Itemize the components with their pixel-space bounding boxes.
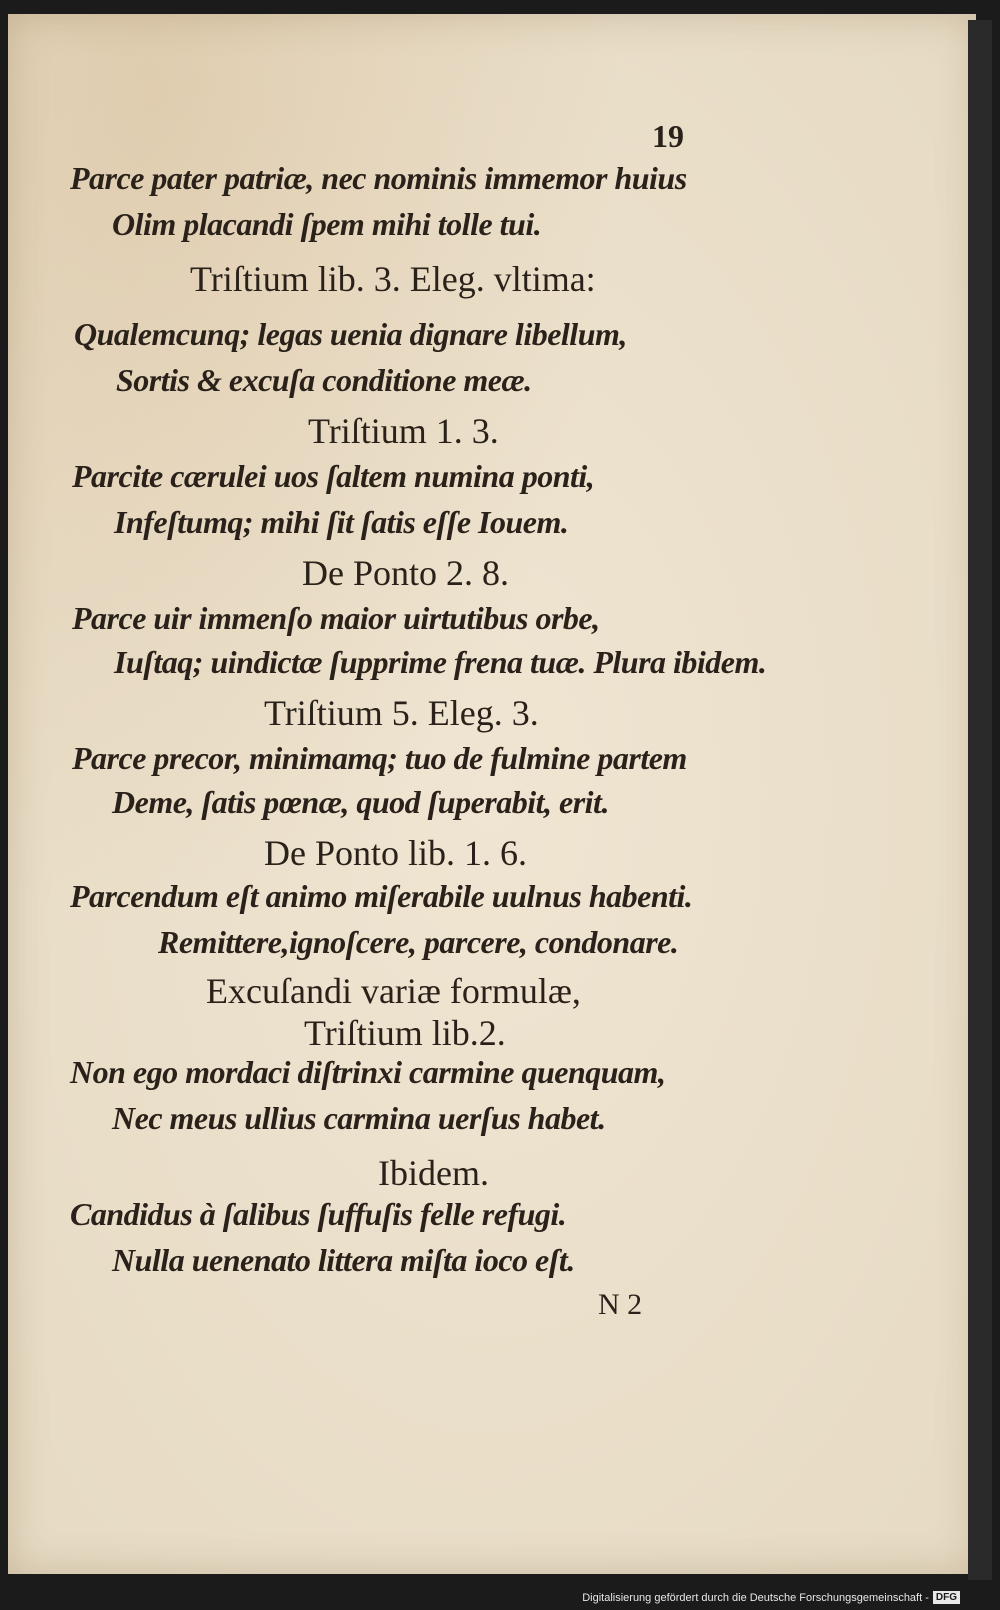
footer — [582, 1591, 960, 1604]
text-line: Candidus à ſalibus ſuffuſis felle refugi. — [70, 1196, 567, 1232]
section-heading: Triſtium lib.2. — [304, 1013, 506, 1053]
text-line: Infeſtumq; mihi ſit ſatis eſſe Iouem. — [114, 504, 569, 540]
text-line: Olim placandi ſpem mihi tolle tui. — [112, 206, 542, 242]
book-page — [8, 14, 976, 1574]
text-line: Remittere,ignoſcere, parcere, condonare. — [158, 924, 679, 960]
section-heading: Triſtium lib. 3. Eleg. vltima: — [190, 259, 596, 299]
section-heading: Ibidem. — [378, 1153, 489, 1193]
text-line: Parcite cærulei uos ſaltem numina ponti, — [72, 458, 595, 494]
text-line: Qualemcunq; legas uenia dignare libellum, — [74, 316, 627, 352]
footer-text: Digitalisierung gefördert durch die Deutsche Forschungsgemeinschaft - — [582, 1591, 929, 1604]
text-line: Deme, ſatis pœnæ, quod ſuperabit, erit. — [112, 784, 609, 820]
page-edge — [968, 20, 992, 1580]
text-line: Parce precor, minimamq; tuo de fulmine partem — [72, 740, 687, 776]
section-heading: De Ponto lib. 1. 6. — [264, 833, 528, 873]
text-line: Sortis & excuſa conditione meæ. — [116, 362, 532, 398]
text-line: Nec meus ullius carmina uerſus habet. — [112, 1100, 606, 1136]
text-line: Iuſtaq; uindictæ ſupprime frena tuæ. Plura ibidem. — [114, 644, 767, 680]
section-heading: De Ponto 2. 8. — [302, 553, 509, 593]
text-line: Nulla uenenato littera miſta ioco eſt. — [112, 1242, 575, 1278]
text-line: Non ego mordaci diſtrinxi carmine quenquam, — [70, 1054, 666, 1090]
signature-mark: N 2 — [598, 1288, 643, 1321]
dfg-logo: DFG — [933, 1591, 960, 1604]
section-heading: Triſtium 1. 3. — [308, 411, 499, 451]
section-heading: Excuſandi variæ formulæ, — [206, 971, 581, 1011]
text-line: Parce pater patriæ, nec nominis immemor huius — [70, 160, 687, 196]
text-line: Parcendum eſt animo miſerabile uulnus habenti. — [70, 878, 693, 914]
page-number: 19 — [652, 118, 684, 154]
section-heading: Triſtium 5. Eleg. 3. — [264, 693, 539, 733]
text-line: Parce uir immenſo maior uirtutibus orbe, — [72, 600, 600, 636]
